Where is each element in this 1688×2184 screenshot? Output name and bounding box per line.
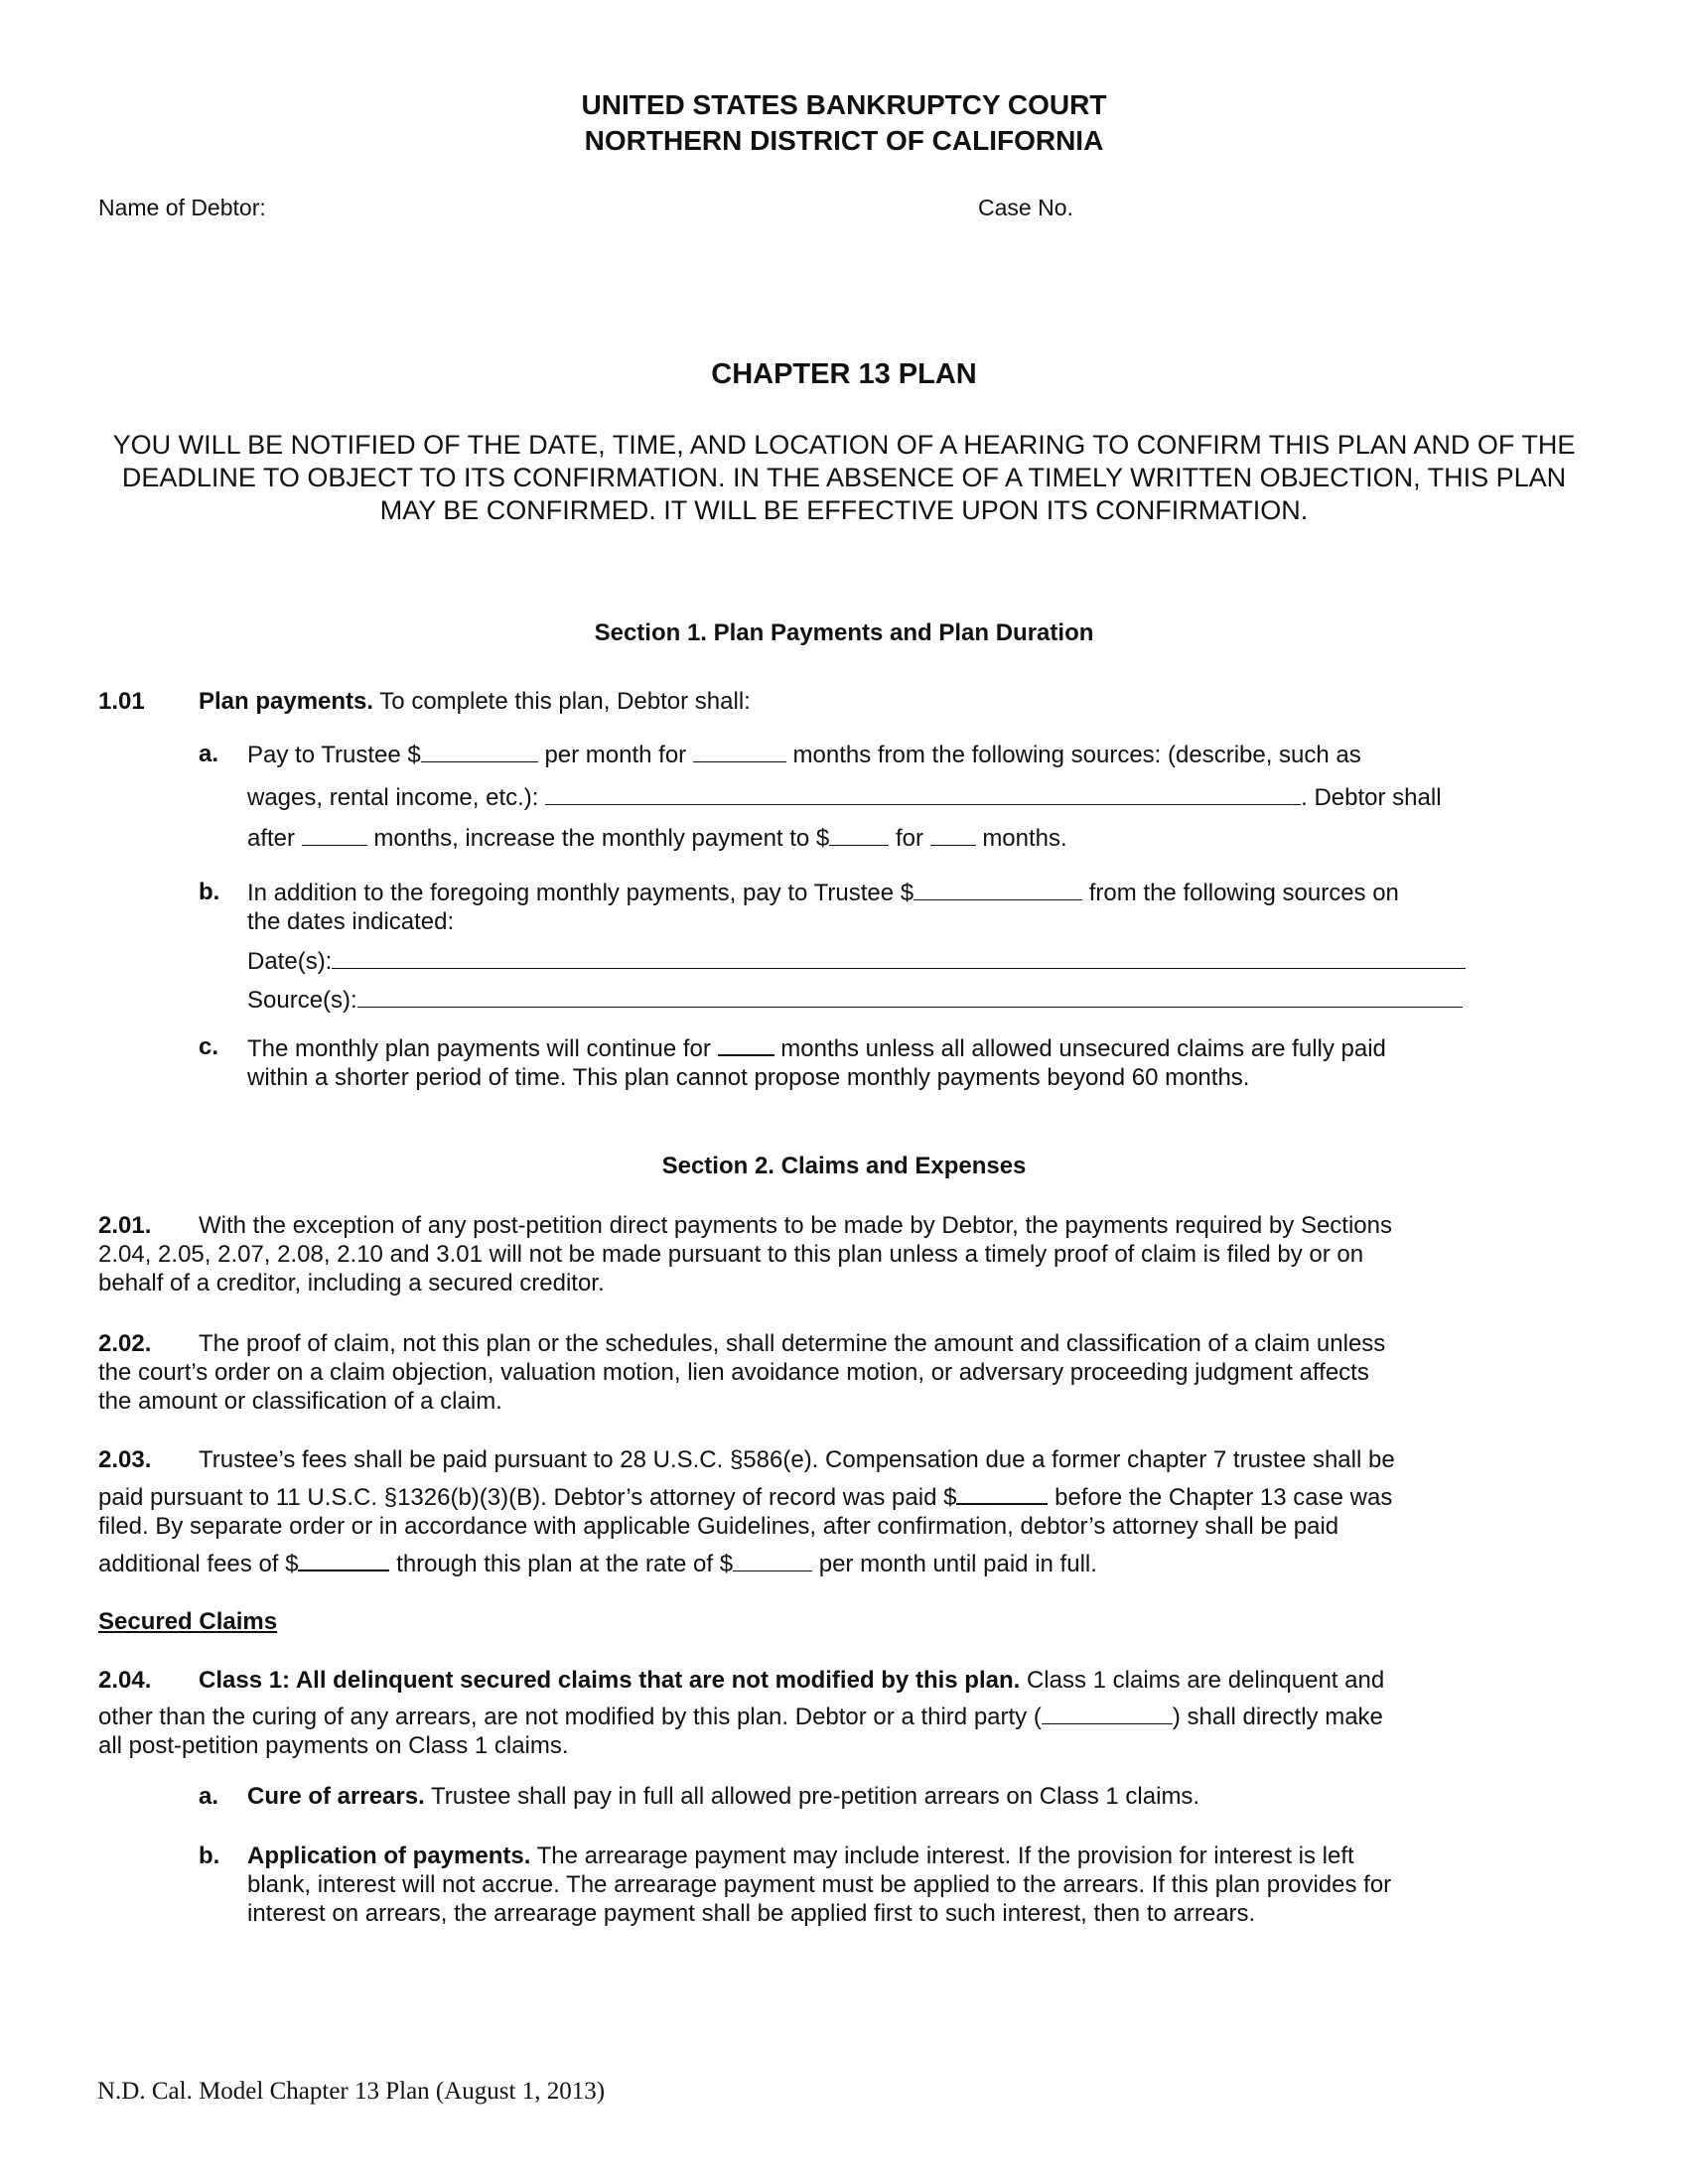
paragraph-title: Plan payments. xyxy=(199,688,374,715)
paragraph-text: filed. By separate order or in accordance with applicable Guidelines, after confirmation, debtor’s attorney shall be paid xyxy=(98,1513,1339,1540)
paragraph-text: other than the curing of any arrears, are not modified by this plan. Debtor or a third party ( xyxy=(98,1704,1042,1730)
paragraph-2-04 xyxy=(98,1666,1593,1760)
item-a-text: months from the following sources: (describe, such as xyxy=(792,742,1361,768)
item-label-c: c. xyxy=(199,1033,219,1060)
dates-label: Date(s): xyxy=(247,948,333,975)
item-a-line-2 xyxy=(247,782,1442,812)
item-a-text: per month for xyxy=(544,742,687,768)
court-line-1: UNITED STATES BANKRUPTCY COURT xyxy=(581,89,1107,120)
plan-title: CHAPTER 13 PLAN xyxy=(711,358,977,390)
court-line-2: NORTHERN DISTRICT OF CALIFORNIA xyxy=(584,125,1104,156)
item-label-b: b. xyxy=(199,1843,220,1869)
paragraph-text: behalf of a creditor, including a secured creditor. xyxy=(98,1270,605,1297)
paragraph-title: Class 1: All delinquent secured claims that are not modified by this plan. xyxy=(199,1667,1021,1694)
third-party-blank[interactable] xyxy=(1042,1702,1173,1724)
paragraph-text: per month until paid in full. xyxy=(818,1551,1097,1577)
monthly-payment-blank[interactable] xyxy=(421,740,538,762)
footer-form-version: N.D. Cal. Model Chapter 13 Plan (August 1, 2013) xyxy=(97,2078,606,2105)
section-2-heading: Section 2. Claims and Expenses xyxy=(661,1153,1027,1179)
paragraph-text: Trustee’s fees shall be paid pursuant to 28 U.S.C. §586(e). Compensation due a former chapter 7 trustee shall be xyxy=(199,1446,1395,1473)
item-b-line-1 xyxy=(247,878,1399,907)
item-text: interest on arrears, the arrearage payment shall be applied first to such interest, then to arrears. xyxy=(247,1900,1256,1927)
secured-claims-heading: Secured Claims xyxy=(98,1608,278,1635)
item-c-text: The monthly plan payments will continue for xyxy=(247,1035,711,1062)
item-c-line-2: within a shorter period of time. This plan cannot propose monthly payments beyond 60 months. xyxy=(247,1064,1250,1091)
application-of-payments xyxy=(247,1842,1593,1928)
paragraph-text: The proof of claim, not this plan or the schedules, shall determine the amount and classification of a claim unless xyxy=(199,1330,1386,1357)
item-a-text: Pay to Trustee $ xyxy=(247,742,421,768)
section-1-heading: Section 1. Plan Payments and Plan Duration xyxy=(594,619,1094,646)
paragraph-1-01 xyxy=(98,687,751,716)
attorney-paid-blank[interactable] xyxy=(956,1481,1048,1505)
paragraph-number: 2.01. xyxy=(98,1212,152,1239)
paragraph-number: 2.04. xyxy=(98,1667,152,1694)
paragraph-text: before the Chapter 13 case was xyxy=(1055,1484,1393,1511)
paragraph-number: 2.02. xyxy=(98,1330,152,1357)
dates-blank[interactable] xyxy=(332,946,1466,969)
item-a-text: for xyxy=(895,825,923,852)
item-label-a: a. xyxy=(199,1783,219,1810)
paragraph-text: additional fees of $ xyxy=(98,1551,299,1577)
paragraph-text: paid pursuant to 11 U.S.C. §1326(b)(3)(B). Debtor’s attorney of record was paid $ xyxy=(98,1484,957,1511)
paragraph-2-03 xyxy=(98,1445,1593,1578)
additional-fees-blank[interactable] xyxy=(298,1548,389,1571)
duration-months-blank[interactable] xyxy=(718,1032,774,1056)
additional-payment-blank[interactable] xyxy=(914,878,1082,900)
paragraph-text: 2.04, 2.05, 2.07, 2.08, 2.10 and 3.01 will not be made pursuant to this plan unless a timely proof of claim is filed by or on xyxy=(98,1241,1364,1268)
increase-months-blank[interactable] xyxy=(930,823,976,846)
court-name xyxy=(0,87,1688,159)
item-label-b: b. xyxy=(199,879,220,905)
item-a-text: wages, rental income, etc.): xyxy=(247,784,539,811)
paragraph-2-02 xyxy=(98,1329,1593,1416)
item-label-a: a. xyxy=(199,741,219,767)
item-c-line-1 xyxy=(247,1032,1386,1063)
debtor-name-label: Name of Debtor: xyxy=(98,195,266,220)
item-b-text: from the following sources on xyxy=(1088,880,1399,906)
item-text: Trustee shall pay in full all allowed pre-petition arrears on Class 1 claims. xyxy=(430,1783,1200,1810)
item-a-text: after xyxy=(247,825,296,852)
paragraph-text: through this plan at the rate of $ xyxy=(396,1551,734,1577)
paragraph-text: the court’s order on a claim objection, valuation motion, lien avoidance motion, or adversary proceeding judgment affects xyxy=(98,1359,1369,1386)
sources-blank[interactable] xyxy=(545,782,1301,805)
paragraph-text: With the exception of any post-petition direct payments to be made by Debtor, the payments required by Sections xyxy=(199,1212,1392,1239)
increased-payment-blank[interactable] xyxy=(829,823,889,846)
item-c-text: months unless all allowed unsecured claims are fully paid xyxy=(780,1035,1386,1062)
item-title: Cure of arrears. xyxy=(247,1783,425,1810)
item-a-text: months, increase the monthly payment to $ xyxy=(373,825,830,852)
confirmation-notice: YOU WILL BE NOTIFIED OF THE DATE, TIME, AND LOCATION OF A HEARING TO CONFIRM THIS PLAN AND OF THE DEADLINE TO OBJECT TO ITS CONFIRMATION. IN THE ABSENCE OF A TIMELY WRITTEN OBJECTION, THIS PLAN MAY BE CONFIRMED. IT WILL BE EFFECTIVE UPON ITS CONFIRMATION. xyxy=(112,430,1576,525)
item-a-line-1 xyxy=(247,740,1361,769)
case-number-label: Case No. xyxy=(978,195,1073,220)
item-text: blank, interest will not accrue. The arrearage payment must be applied to the arrears. If this plan provides for xyxy=(247,1871,1392,1898)
item-text: The arrearage payment may include interest. If the provision for interest is left xyxy=(536,1843,1354,1869)
sources-label: Source(s): xyxy=(247,987,357,1014)
sources-date-blank[interactable] xyxy=(357,985,1463,1008)
paragraph-text: Class 1 claims are delinquent and xyxy=(1026,1667,1385,1694)
item-b-text: In addition to the foregoing monthly payments, pay to Trustee $ xyxy=(247,880,914,906)
paragraph-text: ) shall directly make xyxy=(1172,1704,1383,1730)
rate-blank[interactable] xyxy=(733,1549,812,1571)
item-b-line-2: the dates indicated: xyxy=(247,908,455,935)
cure-of-arrears xyxy=(247,1782,1199,1811)
after-months-blank[interactable] xyxy=(302,823,367,846)
paragraph-text: To complete this plan, Debtor shall: xyxy=(379,688,751,715)
item-a-text: . Debtor shall xyxy=(1301,784,1442,811)
months-blank[interactable] xyxy=(693,740,786,762)
item-a-text: months. xyxy=(982,825,1067,852)
paragraph-2-01 xyxy=(98,1211,1593,1297)
sources-line xyxy=(247,985,1463,1015)
item-title: Application of payments. xyxy=(247,1843,531,1869)
paragraph-text: the amount or classification of a claim. xyxy=(98,1388,502,1415)
dates-line xyxy=(247,946,1466,976)
paragraph-text: all post-petition payments on Class 1 claims. xyxy=(98,1732,569,1759)
paragraph-number: 1.01 xyxy=(98,688,145,715)
item-a-line-3 xyxy=(247,823,1067,853)
paragraph-number: 2.03. xyxy=(98,1446,152,1473)
